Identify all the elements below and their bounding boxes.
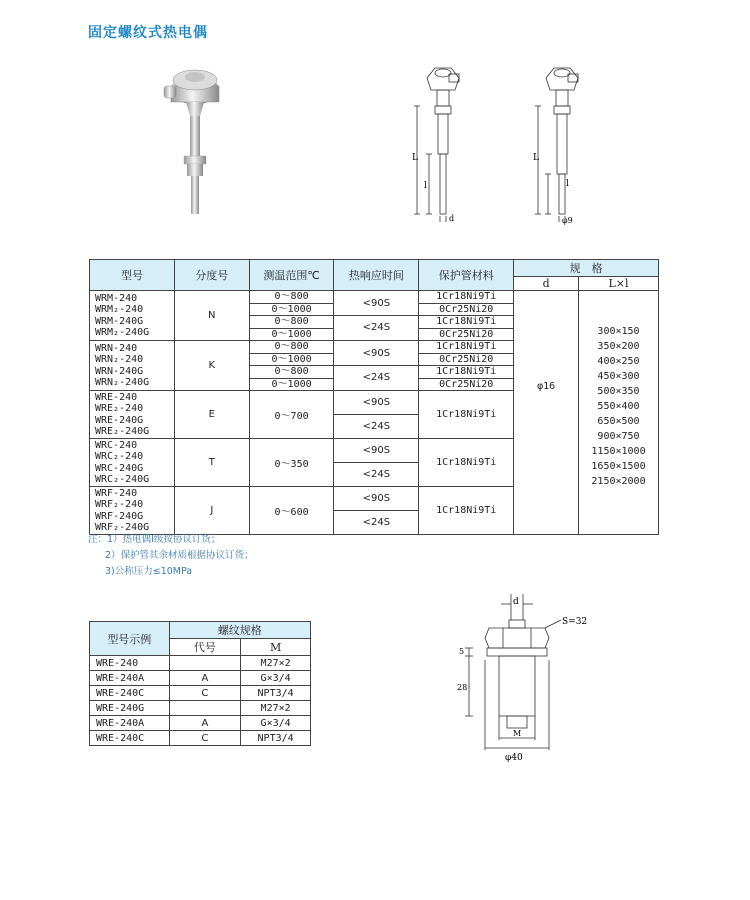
spec-item: 550×400 <box>597 401 640 412</box>
example-cell: WRE-240C <box>90 686 170 701</box>
spec-item: 650×500 <box>597 416 640 427</box>
tech-drawing-2 <box>530 60 600 230</box>
table-row <box>90 701 311 716</box>
th-response: 热响应时间 <box>334 260 419 291</box>
range-cell: 0～800 <box>250 366 334 379</box>
table-row <box>90 686 311 701</box>
material-cell: 1Cr18Ni9Ti <box>419 291 513 304</box>
model-cell: WRC₂-240G <box>95 474 150 485</box>
spec-item: 500×350 <box>597 386 640 397</box>
spec-item: 450×300 <box>597 371 640 382</box>
model-cell: WRF₂-240G <box>95 522 150 533</box>
th-material: 保护管材料 <box>419 260 514 291</box>
response-cell: <24S <box>362 372 391 383</box>
m-cell: NPT3/4 <box>241 686 311 701</box>
model-cell: WRM-240 <box>95 292 138 304</box>
th-range: 测温范围℃ <box>249 260 334 291</box>
table-row <box>90 671 311 686</box>
example-cell: WRE-240A <box>90 671 170 686</box>
table-row <box>90 716 311 731</box>
table-row <box>90 731 311 746</box>
code-cell: A <box>169 716 241 731</box>
code-cell: A <box>169 671 241 686</box>
spec-item: 400×250 <box>597 356 640 367</box>
note-item: 注：1）热电偶Ⅰ级按协议订货； <box>88 534 221 545</box>
material-cell: 1Cr18Ni9Ti <box>419 316 513 329</box>
material-cell: 1Cr18Ni9Ti <box>419 439 514 487</box>
model-cell: WRC-240 <box>95 439 138 451</box>
spec-item: 1150×1000 <box>591 446 646 457</box>
code-cell: C <box>169 686 241 701</box>
dim-5-label: 5 <box>459 647 465 656</box>
grade-cell: J <box>174 487 249 535</box>
dim-l-label-2: l <box>566 179 569 189</box>
dim-d-label: d <box>449 214 455 223</box>
m-cell: M27×2 <box>241 701 311 716</box>
d-value-cell: φ16 <box>514 291 579 535</box>
th-code: 代号 <box>169 639 241 656</box>
dim-L-label-2: L <box>533 153 539 163</box>
model-cell: WRM₂-240G <box>95 327 150 338</box>
m-cell: G×3/4 <box>241 671 311 686</box>
material-cell: 0Cr25Ni20 <box>439 378 494 390</box>
model-cell: WRM₂-240 <box>95 304 144 315</box>
example-cell: WRE-240 <box>90 656 170 671</box>
material-cell: 0Cr25Ni20 <box>419 354 513 367</box>
code-cell <box>169 701 241 716</box>
dim-phi40-label: φ40 <box>505 753 523 763</box>
dim-d-label-fitting: d <box>513 597 519 607</box>
grade-cell: K <box>174 341 249 391</box>
material-cell: 0Cr25Ni20 <box>439 328 494 340</box>
spec-item: 2150×2000 <box>591 476 646 487</box>
table-row <box>90 291 659 341</box>
range-cell: 0～600 <box>249 487 334 535</box>
material-cell: 1Cr18Ni9Ti <box>419 487 514 535</box>
range-cell: 0～1000 <box>271 328 312 340</box>
range-cell: 0～1000 <box>271 378 312 390</box>
response-cell: <90S <box>334 391 418 415</box>
response-cell: <24S <box>362 469 391 480</box>
grade-cell: T <box>174 439 249 487</box>
page-title: 固定螺纹式热电偶 <box>88 25 208 41</box>
dim-L-label: L <box>412 153 418 163</box>
th-model: 型号 <box>90 260 175 291</box>
model-cell: WRF₂-240 <box>95 499 144 510</box>
range-cell: 0～1000 <box>250 354 334 367</box>
product-photo <box>160 60 250 220</box>
range-cell: 0～700 <box>249 391 334 439</box>
th-m: M <box>241 639 311 656</box>
example-cell: WRE-240A <box>90 716 170 731</box>
range-cell: 0～1000 <box>250 304 334 317</box>
code-cell <box>169 656 241 671</box>
model-cell: WRE₂-240 <box>95 403 144 414</box>
response-cell: <90S <box>334 487 418 511</box>
m-cell: NPT3/4 <box>241 731 311 746</box>
response-cell: <90S <box>334 342 418 366</box>
note-item: 3)公称压力≤10MPa <box>105 566 193 577</box>
fitting-drawing <box>455 590 595 770</box>
model-cell: WRN₂-240 <box>95 354 144 365</box>
response-cell: <24S <box>362 517 391 528</box>
grade-cell: E <box>174 391 249 439</box>
tech-drawing-1 <box>405 60 475 230</box>
model-cell: WRF-240 <box>95 487 138 499</box>
model-cell: WRM-240G <box>95 315 144 327</box>
th-spec: 规 格 <box>514 260 659 277</box>
range-cell: 0～800 <box>250 341 334 354</box>
response-cell: <24S <box>362 421 391 432</box>
code-cell: C <box>169 731 241 746</box>
range-cell: 0～800 <box>250 291 334 304</box>
grade-cell: N <box>174 291 249 341</box>
th-lxi: L×l <box>579 277 659 291</box>
th-thread: 螺纹规格 <box>169 622 310 639</box>
spec-item: 1650×1500 <box>591 461 646 472</box>
spec-item: 300×150 <box>597 326 640 337</box>
material-cell: 1Cr18Ni9Ti <box>419 341 513 354</box>
material-cell: 0Cr25Ni20 <box>419 304 513 317</box>
example-cell: WRE-240G <box>90 701 170 716</box>
model-cell: WRE-240 <box>95 391 138 403</box>
dim-M-label: M <box>513 729 522 738</box>
range-cell: 0～350 <box>249 439 334 487</box>
model-cell: WRN-240 <box>95 342 138 354</box>
thread-table <box>89 621 311 746</box>
dim-phi9-label: φ9 <box>562 216 573 225</box>
spec-list-cell <box>579 291 659 535</box>
model-cell: WRE-240G <box>95 414 144 426</box>
model-cell: WRC-240G <box>95 462 144 474</box>
spec-item: 900×750 <box>597 431 640 442</box>
note-item: 2）保护管其余材质根据协议订货； <box>105 550 254 561</box>
example-cell: WRE-240C <box>90 731 170 746</box>
model-cell: WRF-240G <box>95 510 144 522</box>
table-row <box>90 656 311 671</box>
th-example: 型号示例 <box>90 622 170 656</box>
m-cell: M27×2 <box>241 656 311 671</box>
m-cell: G×3/4 <box>241 716 311 731</box>
dim-28-label: 28 <box>457 683 468 692</box>
model-cell: WRN-240G <box>95 365 144 377</box>
material-cell: 1Cr18Ni9Ti <box>419 366 513 379</box>
th-d: d <box>514 277 579 291</box>
model-cell: WRN₂-240G <box>95 377 150 388</box>
model-cell: WRE₂-240G <box>95 426 150 437</box>
material-cell: 1Cr18Ni9Ti <box>419 391 514 439</box>
th-grade: 分度号 <box>174 260 249 291</box>
range-cell: 0～800 <box>250 316 334 329</box>
spec-item: 350×200 <box>597 341 640 352</box>
dim-l-label: l <box>424 181 427 191</box>
response-cell: <90S <box>334 292 418 316</box>
response-cell: <24S <box>362 322 391 333</box>
spec-table <box>89 259 659 535</box>
response-cell: <90S <box>334 439 418 463</box>
dim-S-label: S=32 <box>562 617 588 627</box>
model-cell: WRC₂-240 <box>95 451 144 462</box>
notes <box>88 532 254 580</box>
